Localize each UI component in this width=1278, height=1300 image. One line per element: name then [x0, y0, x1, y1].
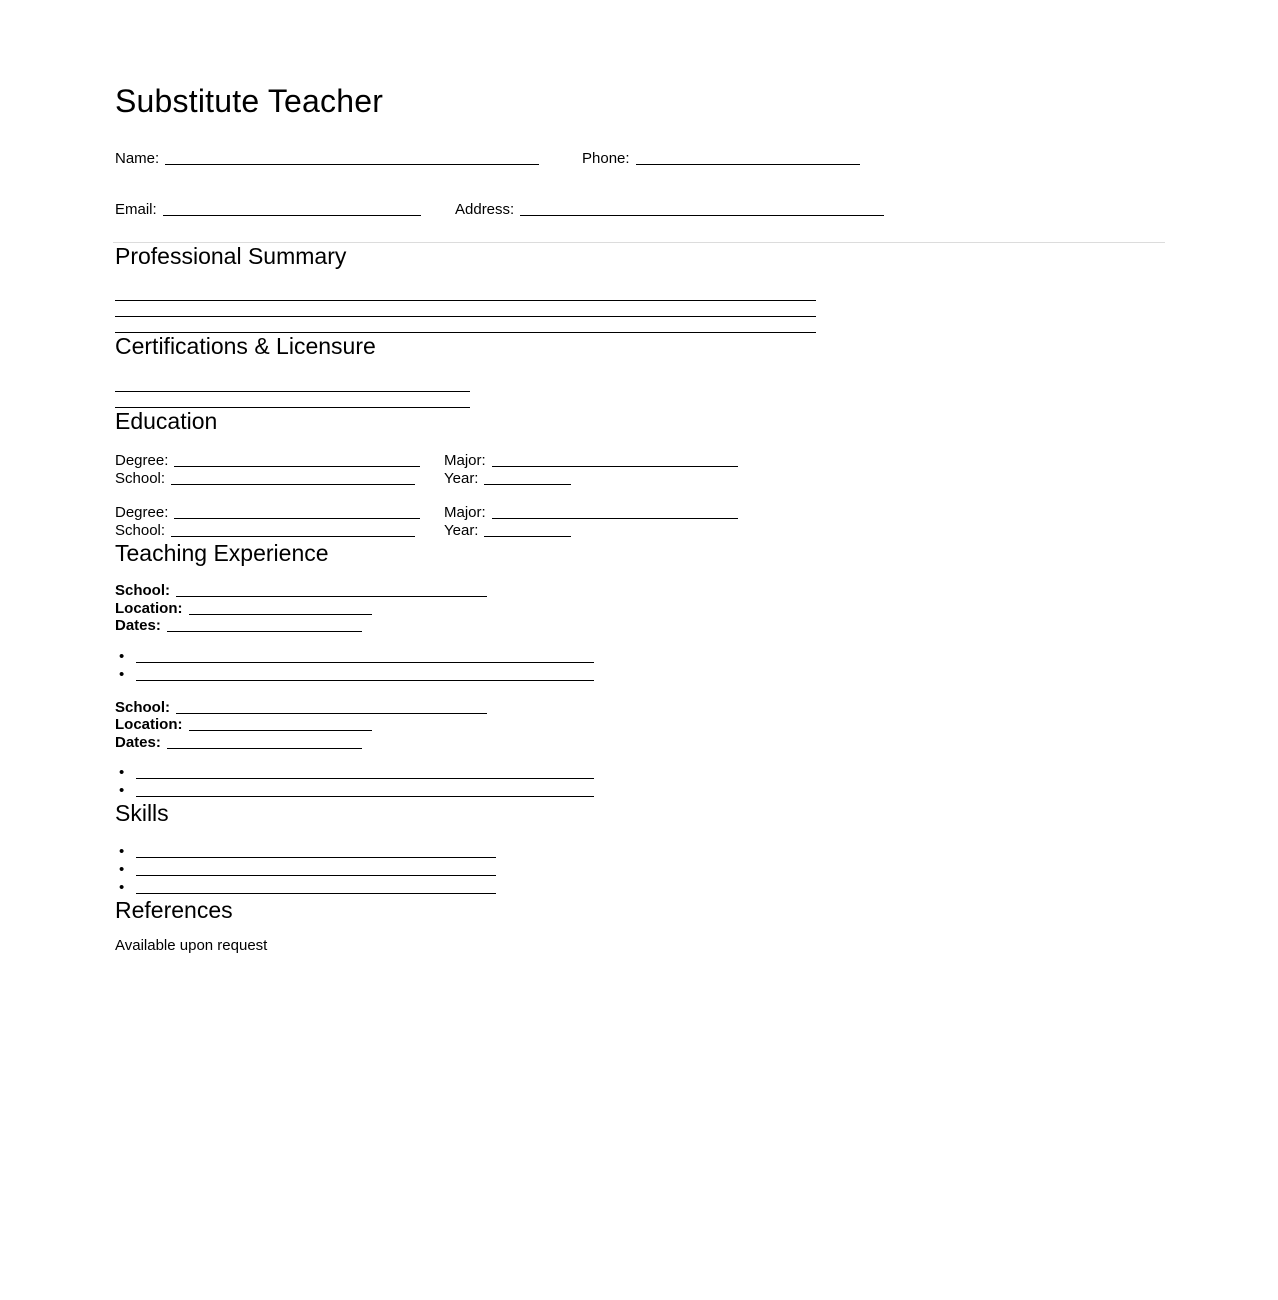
school-field — [115, 522, 444, 539]
email-field — [115, 202, 455, 218]
degree-blank-line — [174, 455, 420, 467]
experience-school-row — [115, 699, 1168, 717]
bullet-icon: • — [119, 764, 125, 782]
name-field — [115, 151, 582, 167]
experience-entry — [115, 699, 1168, 801]
skills-bullet-lines — [115, 843, 1168, 897]
email-label: Email: — [115, 200, 157, 218]
name-blank-line — [165, 153, 539, 165]
education-heading: Education — [115, 407, 218, 434]
references-heading: References — [115, 896, 233, 923]
education-row — [115, 470, 1168, 488]
bullet-icon: • — [119, 647, 125, 665]
year-blank-line — [484, 473, 571, 485]
bullet-line-row — [115, 764, 1168, 782]
bullet-blank-line — [136, 846, 496, 858]
experience-location-row — [115, 600, 1168, 618]
bullet-icon: • — [119, 665, 125, 683]
school-field — [115, 470, 444, 487]
school-label: School: — [115, 469, 166, 487]
summary-heading: Professional Summary — [115, 242, 347, 269]
email-blank-line — [163, 204, 421, 216]
address-label: Address: — [455, 200, 515, 218]
bullet-blank-line — [136, 785, 594, 797]
address-field — [455, 202, 884, 218]
exp-school-label: School: — [115, 582, 170, 600]
experience-heading: Teaching Experience — [115, 539, 329, 566]
skills-heading: Skills — [115, 800, 169, 827]
major-blank-line — [492, 455, 738, 467]
page-title: Substitute Teacher — [115, 83, 384, 119]
blank-line — [115, 301, 816, 317]
degree-label: Degree: — [115, 451, 169, 469]
bullet-icon: • — [119, 842, 125, 860]
contact-row-name-phone — [115, 151, 1168, 167]
blank-line — [115, 285, 816, 301]
major-blank-line — [492, 507, 738, 519]
bullet-icon: • — [119, 782, 125, 800]
bullet-blank-line — [136, 864, 496, 876]
exp-location-label: Location: — [115, 716, 183, 734]
blank-line — [115, 376, 470, 392]
experience-bullet-lines — [115, 764, 1168, 800]
exp-dates-label: Dates: — [115, 617, 161, 635]
summary-blank-lines — [115, 285, 1168, 333]
contact-row-email-address — [115, 202, 1168, 218]
exp-school-blank-line — [176, 702, 487, 714]
bullet-blank-line — [136, 669, 594, 681]
exp-location-blank-line — [189, 719, 372, 731]
address-blank-line — [520, 204, 884, 216]
experience-bullet-lines — [115, 648, 1168, 684]
degree-label: Degree: — [115, 503, 169, 521]
certifications-blank-lines — [115, 376, 1168, 408]
major-label: Major: — [444, 503, 486, 521]
exp-location-label: Location: — [115, 599, 183, 617]
bullet-icon: • — [119, 878, 125, 896]
experience-entry — [115, 582, 1168, 684]
phone-blank-line — [636, 153, 860, 165]
bullet-line-row — [115, 648, 1168, 666]
education-row — [115, 504, 1168, 522]
exp-location-blank-line — [189, 603, 372, 615]
exp-dates-blank-line — [167, 620, 362, 632]
major-label: Major: — [444, 451, 486, 469]
exp-dates-blank-line — [167, 737, 362, 749]
phone-field — [582, 151, 860, 167]
experience-school-row — [115, 582, 1168, 600]
bullet-line-row — [115, 666, 1168, 684]
degree-field — [115, 452, 444, 469]
experience-location-row — [115, 716, 1168, 734]
education-row — [115, 522, 1168, 540]
school-blank-line — [171, 473, 415, 485]
education-entry — [115, 504, 1168, 540]
year-field — [444, 522, 571, 539]
year-field — [444, 470, 571, 487]
experience-dates-row — [115, 617, 1168, 635]
name-label: Name: — [115, 149, 160, 167]
certifications-heading: Certifications & Licensure — [115, 333, 376, 360]
year-label: Year: — [444, 469, 479, 487]
year-blank-line — [484, 525, 571, 537]
year-label: Year: — [444, 521, 479, 539]
degree-field — [115, 504, 444, 521]
blank-line — [115, 392, 470, 408]
bullet-line-row — [115, 879, 1168, 897]
major-field — [444, 504, 738, 521]
school-blank-line — [171, 525, 415, 537]
bullet-line-row — [115, 843, 1168, 861]
degree-blank-line — [174, 507, 420, 519]
bullet-blank-line — [136, 651, 594, 663]
education-entry — [115, 452, 1168, 488]
bullet-blank-line — [136, 767, 594, 779]
exp-dates-label: Dates: — [115, 733, 161, 751]
major-field — [444, 452, 738, 469]
bullet-blank-line — [136, 882, 496, 894]
exp-school-label: School: — [115, 698, 170, 716]
blank-line — [115, 317, 816, 333]
bullet-line-row — [115, 861, 1168, 879]
phone-label: Phone: — [582, 149, 630, 167]
exp-school-blank-line — [176, 585, 487, 597]
bullet-icon: • — [119, 860, 125, 878]
school-label: School: — [115, 521, 166, 539]
education-row — [115, 452, 1168, 470]
bullet-line-row — [115, 782, 1168, 800]
references-note: Available upon request — [115, 937, 268, 955]
experience-dates-row — [115, 734, 1168, 752]
